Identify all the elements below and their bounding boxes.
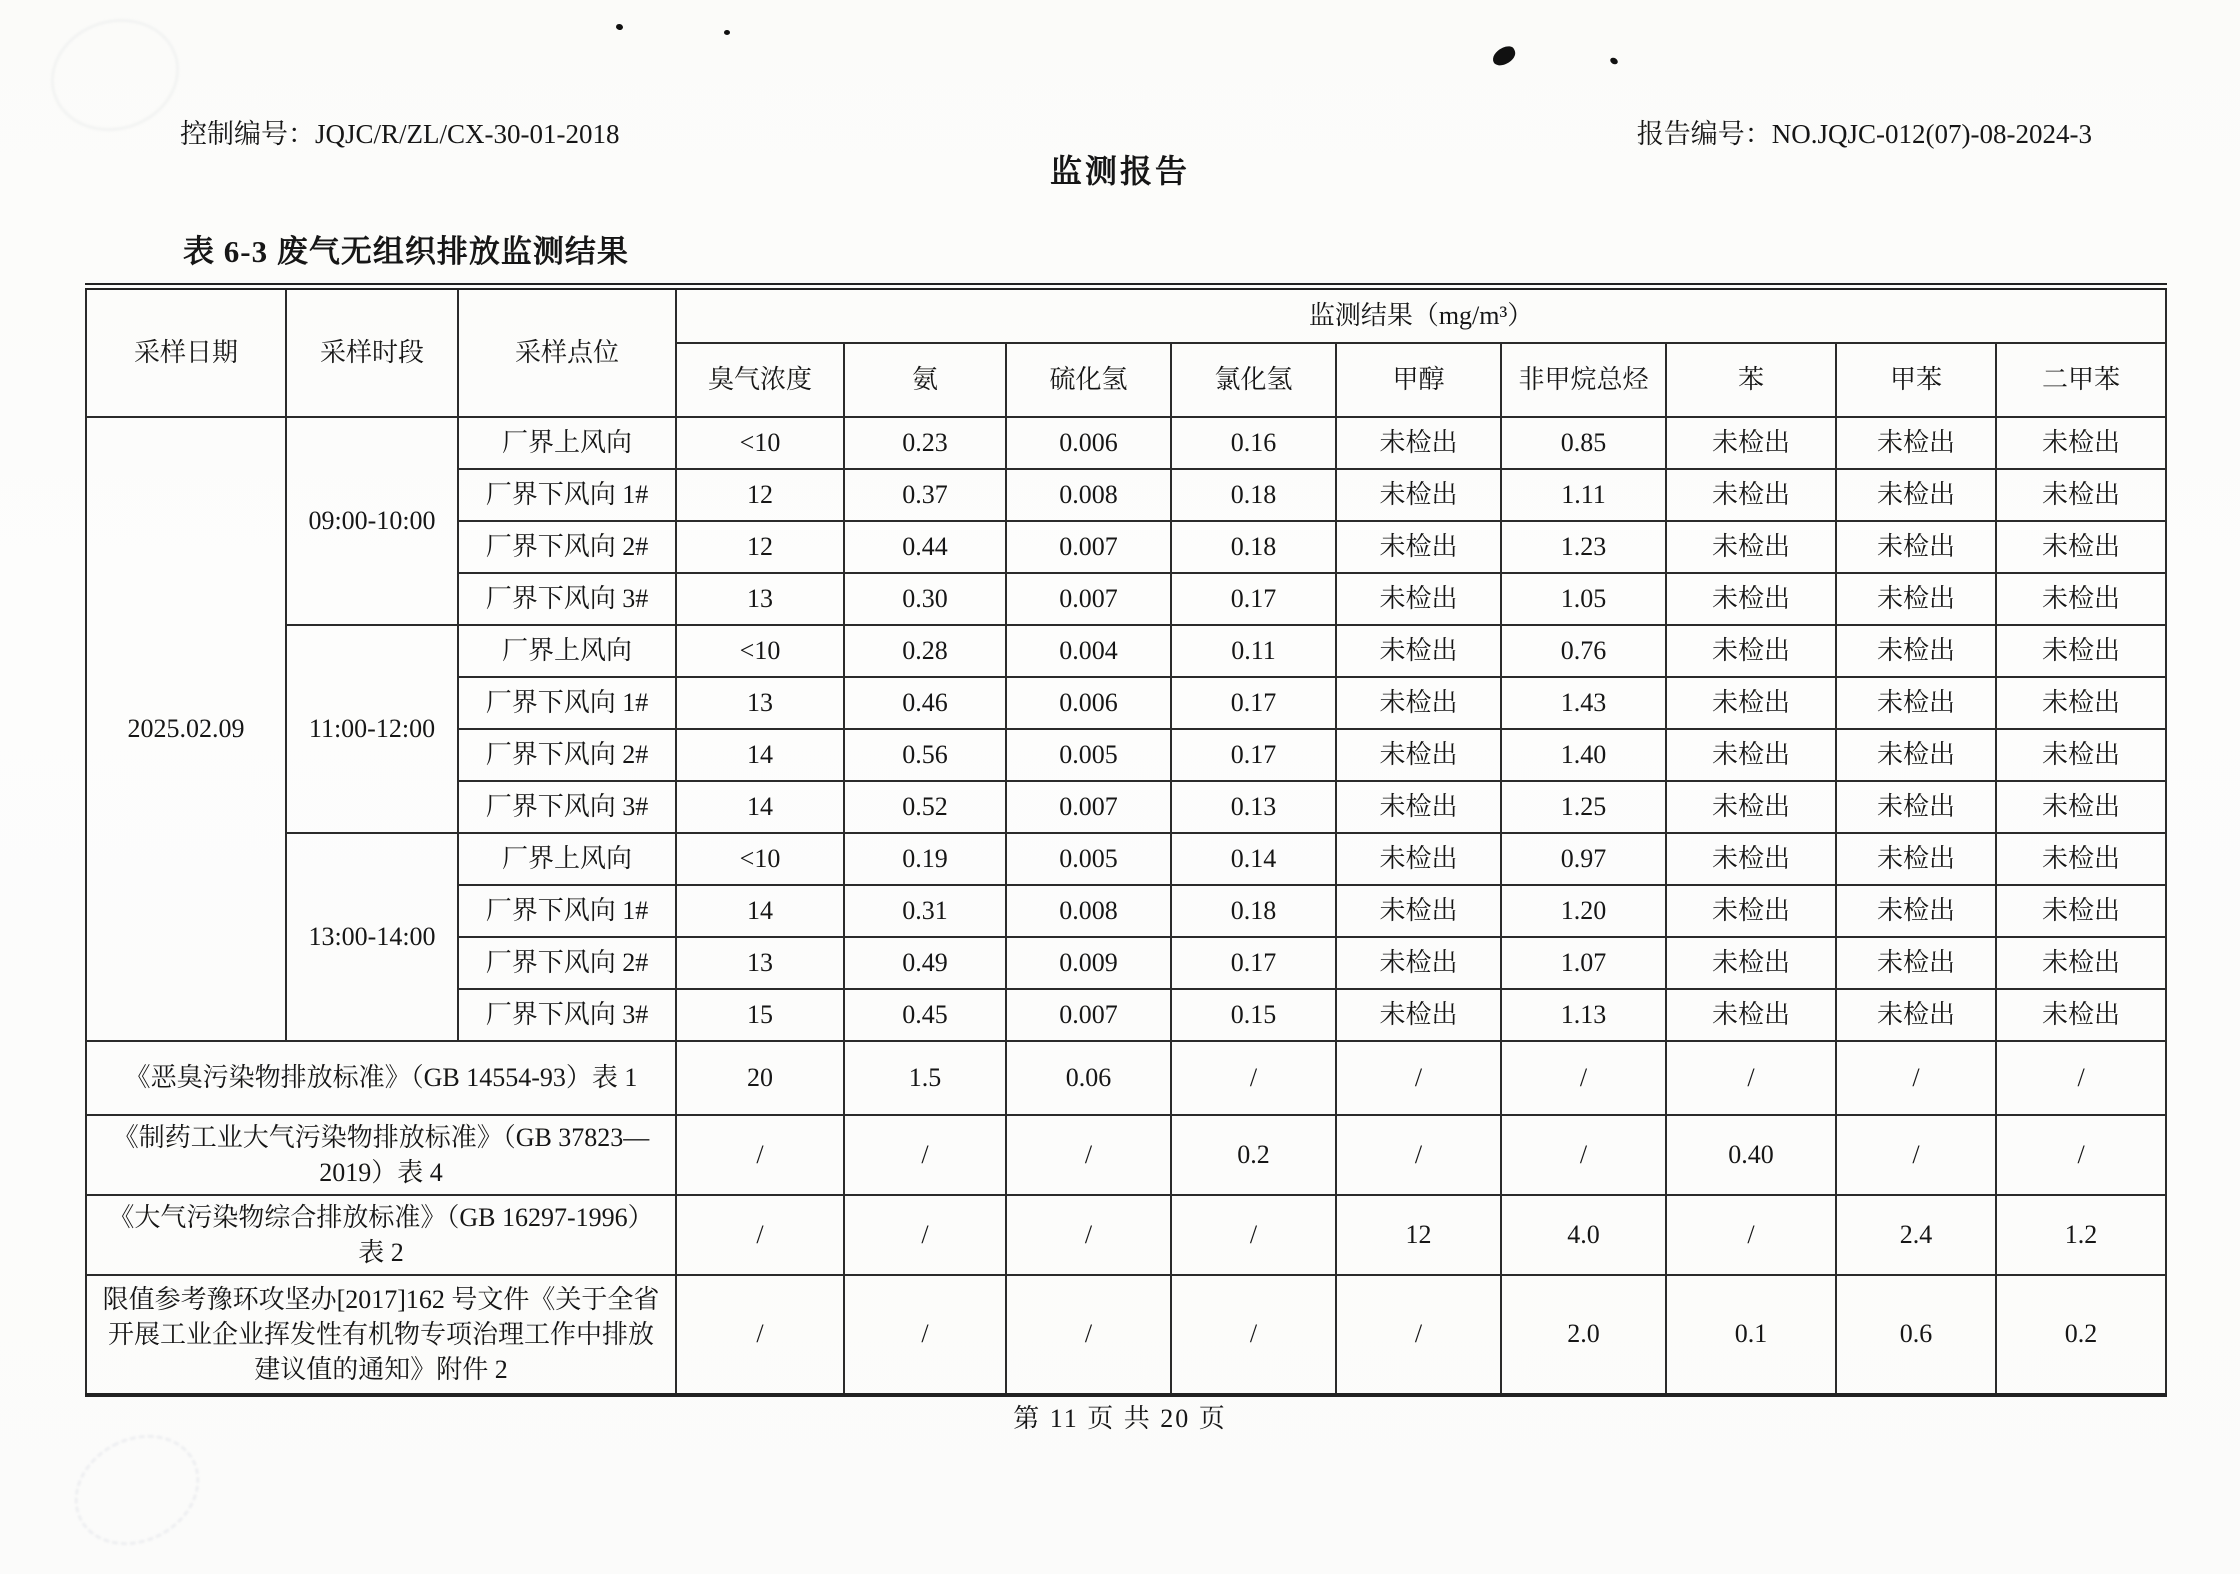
col-header-pollutant: 氯化氢 bbox=[1171, 343, 1336, 417]
standard-limit-cell: / bbox=[844, 1115, 1006, 1195]
standard-limit-cell: 0.2 bbox=[1171, 1115, 1336, 1195]
result-value-cell: 0.30 bbox=[844, 573, 1006, 625]
page-number: 第 11 页 共 20 页 bbox=[1013, 1404, 1227, 1433]
result-value-cell: 未检出 bbox=[1666, 937, 1836, 989]
result-value-cell: 未检出 bbox=[1666, 677, 1836, 729]
standard-limit-cell: / bbox=[1336, 1041, 1501, 1115]
monitoring-results-table bbox=[85, 283, 2167, 1397]
result-value-cell: 0.16 bbox=[1171, 417, 1336, 469]
standard-limit-cell: 4.0 bbox=[1501, 1195, 1666, 1275]
result-value-cell: 0.17 bbox=[1171, 677, 1336, 729]
standard-limit-cell: / bbox=[676, 1275, 844, 1395]
standard-limit-cell: 20 bbox=[676, 1041, 844, 1115]
result-value-cell: 未检出 bbox=[1336, 781, 1501, 833]
result-value-cell: 0.23 bbox=[844, 417, 1006, 469]
standard-limit-cell: / bbox=[1006, 1115, 1171, 1195]
result-value-cell: 0.009 bbox=[1006, 937, 1171, 989]
result-value-cell: 未检出 bbox=[1836, 885, 1996, 937]
sample-point-cell: 厂界下风向 1# bbox=[458, 469, 676, 521]
result-value-cell: 1.05 bbox=[1501, 573, 1666, 625]
standard-limit-cell: 0.2 bbox=[1996, 1275, 2166, 1395]
result-value-cell: 未检出 bbox=[1996, 625, 2166, 677]
result-value-cell: 未检出 bbox=[1996, 521, 2166, 573]
sample-point-cell: 厂界上风向 bbox=[458, 625, 676, 677]
result-value-cell: 0.007 bbox=[1006, 781, 1171, 833]
result-value-cell: <10 bbox=[676, 417, 844, 469]
result-value-cell: 未检出 bbox=[1336, 417, 1501, 469]
result-value-cell: 0.006 bbox=[1006, 417, 1171, 469]
result-value-cell: 0.17 bbox=[1171, 573, 1336, 625]
standard-limit-cell: 2.4 bbox=[1836, 1195, 1996, 1275]
result-value-cell: 未检出 bbox=[1836, 937, 1996, 989]
standard-limit-cell: / bbox=[1336, 1115, 1501, 1195]
standard-name-cell: 限值参考豫环攻坚办[2017]162 号文件《关于全省开展工业企业挥发性有机物专项治理工作中排放建议值的通知》附件 2 bbox=[86, 1275, 676, 1395]
table-body bbox=[86, 417, 2166, 1395]
result-value-cell: 0.76 bbox=[1501, 625, 1666, 677]
result-value-cell: 未检出 bbox=[1666, 781, 1836, 833]
standard-limit-cell: / bbox=[1171, 1275, 1336, 1395]
result-value-cell: 0.006 bbox=[1006, 677, 1171, 729]
result-value-cell: 未检出 bbox=[1666, 885, 1836, 937]
result-value-cell: 0.52 bbox=[844, 781, 1006, 833]
result-value-cell: <10 bbox=[676, 625, 844, 677]
standard-limit-cell: / bbox=[1836, 1115, 1996, 1195]
standard-limit-cell: / bbox=[1171, 1195, 1336, 1275]
result-value-cell: 未检出 bbox=[1336, 469, 1501, 521]
result-value-cell: 0.17 bbox=[1171, 937, 1336, 989]
standard-limit-cell: / bbox=[1666, 1195, 1836, 1275]
result-value-cell: 1.20 bbox=[1501, 885, 1666, 937]
result-value-cell: 0.005 bbox=[1006, 729, 1171, 781]
result-value-cell: 0.18 bbox=[1171, 469, 1336, 521]
result-value-cell: 0.18 bbox=[1171, 521, 1336, 573]
result-value-cell: 0.18 bbox=[1171, 885, 1336, 937]
result-value-cell: 0.007 bbox=[1006, 989, 1171, 1041]
result-value-cell: 未检出 bbox=[1996, 937, 2166, 989]
result-row bbox=[86, 625, 2166, 677]
result-value-cell: 未检出 bbox=[1336, 677, 1501, 729]
standard-limit-cell: / bbox=[1171, 1041, 1336, 1115]
scan-speck bbox=[615, 23, 623, 31]
result-value-cell: 未检出 bbox=[1666, 729, 1836, 781]
result-value-cell: 未检出 bbox=[1336, 573, 1501, 625]
sample-point-cell: 厂界上风向 bbox=[458, 417, 676, 469]
standard-limit-row bbox=[86, 1115, 2166, 1195]
sample-point-cell: 厂界上风向 bbox=[458, 833, 676, 885]
result-value-cell: 1.11 bbox=[1501, 469, 1666, 521]
standard-limit-cell: / bbox=[1336, 1275, 1501, 1395]
result-value-cell: 1.40 bbox=[1501, 729, 1666, 781]
sample-date-cell: 2025.02.09 bbox=[86, 417, 286, 1041]
result-value-cell: 0.46 bbox=[844, 677, 1006, 729]
result-value-cell: 12 bbox=[676, 469, 844, 521]
result-value-cell: 未检出 bbox=[1836, 625, 1996, 677]
result-value-cell: 未检出 bbox=[1836, 573, 1996, 625]
result-value-cell: 0.13 bbox=[1171, 781, 1336, 833]
result-value-cell: 未检出 bbox=[1996, 781, 2166, 833]
result-value-cell: 未检出 bbox=[1836, 989, 1996, 1041]
result-value-cell: 0.37 bbox=[844, 469, 1006, 521]
standard-name-cell: 《制药工业大气污染物排放标准》（GB 37823—2019）表 4 bbox=[86, 1115, 676, 1195]
scan-speck bbox=[724, 30, 730, 35]
standard-limit-cell: / bbox=[1996, 1041, 2166, 1115]
standard-limit-cell: / bbox=[676, 1115, 844, 1195]
result-value-cell: 未检出 bbox=[1666, 521, 1836, 573]
result-value-cell: 未检出 bbox=[1836, 833, 1996, 885]
standard-limit-cell: / bbox=[1006, 1195, 1171, 1275]
col-header-pollutant: 甲醇 bbox=[1336, 343, 1501, 417]
standard-limit-cell: 1.2 bbox=[1996, 1195, 2166, 1275]
standard-name-cell: 《恶臭污染物排放标准》（GB 14554-93）表 1 bbox=[86, 1041, 676, 1115]
scan-speck bbox=[1490, 44, 1519, 69]
result-row bbox=[86, 417, 2166, 469]
result-value-cell: 1.23 bbox=[1501, 521, 1666, 573]
sample-period-cell: 13:00-14:00 bbox=[286, 833, 458, 1041]
result-value-cell: 0.97 bbox=[1501, 833, 1666, 885]
standard-limit-row bbox=[86, 1195, 2166, 1275]
result-value-cell: 未检出 bbox=[1336, 625, 1501, 677]
result-value-cell: 未检出 bbox=[1836, 781, 1996, 833]
table-caption: 表 6-3 废气无组织排放监测结果 bbox=[183, 234, 629, 269]
result-value-cell: 未检出 bbox=[1996, 677, 2166, 729]
standard-limit-cell: 0.6 bbox=[1836, 1275, 1996, 1395]
result-value-cell: 0.14 bbox=[1171, 833, 1336, 885]
result-value-cell: 未检出 bbox=[1336, 989, 1501, 1041]
result-value-cell: 未检出 bbox=[1996, 417, 2166, 469]
sample-period-cell: 11:00-12:00 bbox=[286, 625, 458, 833]
standard-limit-cell: 12 bbox=[1336, 1195, 1501, 1275]
standard-limit-cell: 0.1 bbox=[1666, 1275, 1836, 1395]
result-value-cell: 未检出 bbox=[1996, 573, 2166, 625]
report-number-label: 报告编号： bbox=[1636, 119, 1772, 149]
standard-limit-cell: / bbox=[1666, 1041, 1836, 1115]
sample-point-cell: 厂界下风向 2# bbox=[458, 521, 676, 573]
result-value-cell: 1.13 bbox=[1501, 989, 1666, 1041]
result-value-cell: 0.007 bbox=[1006, 521, 1171, 573]
standard-name-cell: 《大气污染物综合排放标准》（GB 16297-1996）表 2 bbox=[86, 1195, 676, 1275]
standard-limit-row bbox=[86, 1275, 2166, 1395]
col-header-sample-point: 采样点位 bbox=[458, 287, 676, 417]
result-value-cell: <10 bbox=[676, 833, 844, 885]
sample-point-cell: 厂界下风向 1# bbox=[458, 677, 676, 729]
standard-limit-cell: 0.06 bbox=[1006, 1041, 1171, 1115]
result-value-cell: 0.004 bbox=[1006, 625, 1171, 677]
sample-point-cell: 厂界下风向 3# bbox=[458, 781, 676, 833]
standard-limit-cell: / bbox=[1006, 1275, 1171, 1395]
col-header-results-group: 监测结果（mg/m³） bbox=[676, 287, 2166, 343]
result-value-cell: 0.85 bbox=[1501, 417, 1666, 469]
result-value-cell: 未检出 bbox=[1336, 729, 1501, 781]
page-title: 监测报告 bbox=[1049, 153, 1190, 189]
result-value-cell: 0.44 bbox=[844, 521, 1006, 573]
result-value-cell: 14 bbox=[676, 729, 844, 781]
col-header-sample-date: 采样日期 bbox=[86, 287, 286, 417]
result-value-cell: 未检出 bbox=[1336, 885, 1501, 937]
result-value-cell: 0.005 bbox=[1006, 833, 1171, 885]
sample-point-cell: 厂界下风向 3# bbox=[458, 573, 676, 625]
result-value-cell: 0.008 bbox=[1006, 469, 1171, 521]
stamp-watermark bbox=[55, 1414, 219, 1567]
standard-limit-cell: / bbox=[1501, 1115, 1666, 1195]
result-value-cell: 未检出 bbox=[1836, 417, 1996, 469]
result-value-cell: 1.43 bbox=[1501, 677, 1666, 729]
result-value-cell: 未检出 bbox=[1996, 833, 2166, 885]
result-value-cell: 未检出 bbox=[1336, 937, 1501, 989]
result-value-cell: 未检出 bbox=[1836, 729, 1996, 781]
col-header-sample-period: 采样时段 bbox=[286, 287, 458, 417]
standard-limit-cell: 0.40 bbox=[1666, 1115, 1836, 1195]
standard-limit-row bbox=[86, 1041, 2166, 1115]
col-header-pollutant: 臭气浓度 bbox=[676, 343, 844, 417]
result-value-cell: 0.007 bbox=[1006, 573, 1171, 625]
result-value-cell: 12 bbox=[676, 521, 844, 573]
header-meta-row bbox=[180, 112, 2092, 148]
col-header-pollutant: 二甲苯 bbox=[1996, 343, 2166, 417]
sample-point-cell: 厂界下风向 3# bbox=[458, 989, 676, 1041]
standard-limit-cell: / bbox=[1501, 1041, 1666, 1115]
result-value-cell: 15 bbox=[676, 989, 844, 1041]
result-value-cell: 未检出 bbox=[1836, 677, 1996, 729]
col-header-pollutant: 苯 bbox=[1666, 343, 1836, 417]
result-value-cell: 13 bbox=[676, 573, 844, 625]
standard-limit-cell: / bbox=[1836, 1041, 1996, 1115]
result-value-cell: 1.07 bbox=[1501, 937, 1666, 989]
result-value-cell: 0.49 bbox=[844, 937, 1006, 989]
result-value-cell: 0.45 bbox=[844, 989, 1006, 1041]
result-value-cell: 未检出 bbox=[1996, 885, 2166, 937]
result-row bbox=[86, 833, 2166, 885]
result-value-cell: 0.15 bbox=[1171, 989, 1336, 1041]
result-value-cell: 未检出 bbox=[1336, 521, 1501, 573]
control-number-label: 控制编号： bbox=[180, 119, 315, 149]
result-value-cell: 0.28 bbox=[844, 625, 1006, 677]
report-number-value: NO.JQJC-012(07)-08-2024-3 bbox=[1771, 119, 2092, 149]
result-value-cell: 1.25 bbox=[1501, 781, 1666, 833]
result-value-cell: 未检出 bbox=[1666, 989, 1836, 1041]
sample-period-cell: 09:00-10:00 bbox=[286, 417, 458, 625]
result-value-cell: 13 bbox=[676, 677, 844, 729]
control-number-value: JQJC/R/ZL/CX-30-01-2018 bbox=[315, 119, 620, 149]
result-value-cell: 未检出 bbox=[1666, 625, 1836, 677]
standard-limit-cell: / bbox=[676, 1195, 844, 1275]
result-value-cell: 0.17 bbox=[1171, 729, 1336, 781]
result-value-cell: 未检出 bbox=[1836, 521, 1996, 573]
result-value-cell: 0.11 bbox=[1171, 625, 1336, 677]
standard-limit-cell: / bbox=[844, 1275, 1006, 1395]
col-header-pollutant: 甲苯 bbox=[1836, 343, 1996, 417]
sample-point-cell: 厂界下风向 2# bbox=[458, 937, 676, 989]
result-value-cell: 未检出 bbox=[1996, 729, 2166, 781]
result-value-cell: 0.31 bbox=[844, 885, 1006, 937]
result-value-cell: 14 bbox=[676, 781, 844, 833]
standard-limit-cell: 1.5 bbox=[844, 1041, 1006, 1115]
result-value-cell: 未检出 bbox=[1336, 833, 1501, 885]
result-value-cell: 未检出 bbox=[1996, 469, 2166, 521]
result-value-cell: 未检出 bbox=[1996, 989, 2166, 1041]
result-value-cell: 0.56 bbox=[844, 729, 1006, 781]
result-value-cell: 未检出 bbox=[1666, 833, 1836, 885]
col-header-pollutant: 硫化氢 bbox=[1006, 343, 1171, 417]
sample-point-cell: 厂界下风向 1# bbox=[458, 885, 676, 937]
result-value-cell: 未检出 bbox=[1666, 573, 1836, 625]
col-header-pollutant: 非甲烷总烃 bbox=[1501, 343, 1666, 417]
result-value-cell: 0.19 bbox=[844, 833, 1006, 885]
standard-limit-cell: 2.0 bbox=[1501, 1275, 1666, 1395]
result-value-cell: 0.008 bbox=[1006, 885, 1171, 937]
result-value-cell: 未检出 bbox=[1666, 469, 1836, 521]
col-header-pollutant: 氨 bbox=[844, 343, 1006, 417]
result-value-cell: 未检出 bbox=[1666, 417, 1836, 469]
header-row-1 bbox=[86, 287, 2166, 343]
result-value-cell: 14 bbox=[676, 885, 844, 937]
scan-smudge bbox=[36, 3, 194, 148]
standard-limit-cell: / bbox=[1996, 1115, 2166, 1195]
result-value-cell: 未检出 bbox=[1836, 469, 1996, 521]
standard-limit-cell: / bbox=[844, 1195, 1006, 1275]
scan-speck bbox=[1609, 56, 1619, 65]
table-header bbox=[86, 287, 2166, 417]
result-value-cell: 13 bbox=[676, 937, 844, 989]
sample-point-cell: 厂界下风向 2# bbox=[458, 729, 676, 781]
